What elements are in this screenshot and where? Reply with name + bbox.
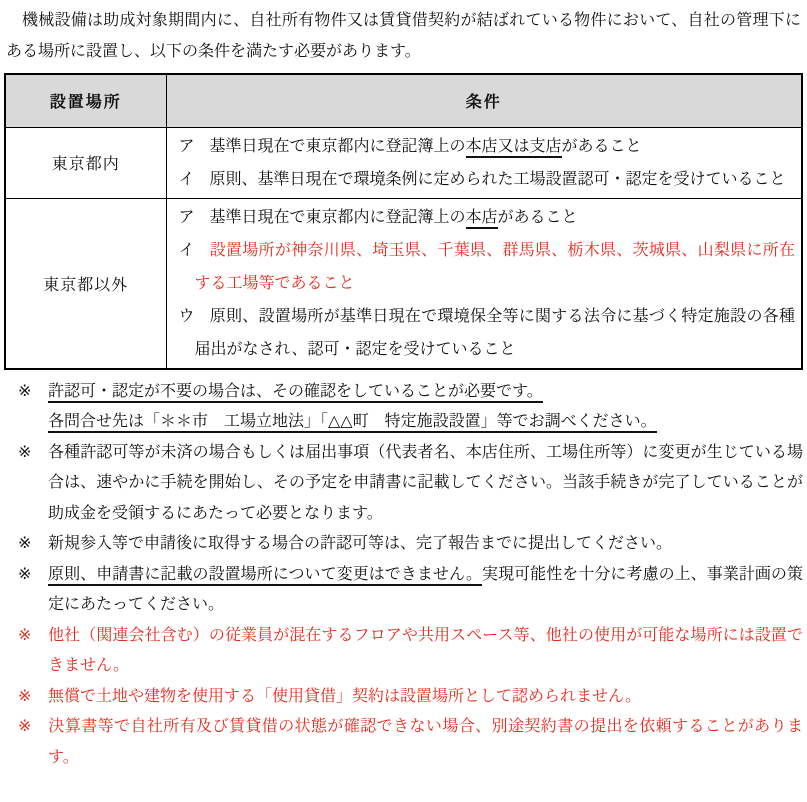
item-label: イ	[178, 170, 195, 188]
table-row	[5, 127, 802, 198]
note-item	[18, 529, 803, 560]
condition-item	[179, 234, 796, 300]
text-segment: 他社（関連会社含む）の従業員が混在するフロアや共用スペース等、他社の使用が可能な場所には設置できません。	[48, 626, 803, 674]
condition-item	[179, 201, 796, 234]
text-segment: 設置場所が神奈川県、埼玉県、千葉県、群馬県、栃木県、茨城県、山梨県に所在する工場等であること	[194, 241, 795, 292]
text-segment: 無償で土地や建物を使用する「使用貸借」契約は設置場所として認められません。	[48, 687, 641, 705]
item-label: ア	[178, 208, 195, 226]
condition-item	[179, 130, 796, 163]
location-cell: 東京都内	[5, 127, 166, 198]
text-segment: があること	[561, 137, 642, 155]
condition-cell	[166, 198, 802, 369]
location-cell: 東京都以外	[5, 198, 166, 369]
text-segment: 基準日現在で東京都内に登記簿上の	[209, 208, 466, 226]
text-segment: 原則、申請書に記載の設置場所について変更はできません。	[48, 566, 482, 586]
header-cell-condition: 条件	[166, 74, 802, 127]
note-item	[18, 438, 803, 530]
note-item	[18, 621, 803, 682]
text-segment: 本店	[466, 209, 498, 229]
text-segment: 実現可能性を十分に考慮の上、事業計画の策定にあたってください。	[48, 565, 803, 613]
note-marker-icon: ※	[18, 443, 32, 461]
note-item	[18, 377, 803, 438]
note-item	[18, 712, 803, 773]
item-label: ア	[178, 137, 195, 155]
note-marker-icon: ※	[18, 687, 32, 705]
item-label: イ	[178, 241, 195, 259]
note-marker-icon: ※	[18, 382, 32, 400]
item-label: ウ	[178, 307, 195, 325]
table-row	[5, 198, 802, 369]
table-header	[5, 74, 802, 127]
condition-item	[179, 300, 796, 366]
note-item	[18, 560, 803, 621]
condition-cell	[166, 127, 802, 198]
note-marker-icon: ※	[18, 565, 32, 583]
table-body	[5, 127, 802, 369]
condition-item	[179, 163, 796, 196]
note-marker-icon: ※	[18, 626, 32, 644]
note-marker-icon: ※	[18, 535, 32, 552]
text-segment: 基準日現在で東京都内に登記簿上の	[209, 137, 466, 155]
text-segment: 原則、設置場所が基準日現在で環境保全等に関する法令に基づく特定施設の各種届出がなされ、認可・認定を受けていること	[194, 307, 795, 358]
note-item	[18, 682, 803, 713]
text-segment: 許認可・認定が不要の場合は、その確認をしていることが必要です。	[48, 383, 543, 403]
header-cell-location: 設置場所	[5, 74, 166, 127]
text-segment: 本店又は支店	[466, 138, 562, 158]
intro-paragraph: 機械設備は助成対象期間内に、自社所有物件又は賃貸借契約が結ばれている物件において、自社の管理下にある場所に設置し、以下の条件を満たす必要があります。	[6, 12, 801, 60]
text-segment: 各問合せ先は「＊＊市 工場立地法」「△△町 特定施設設置」等でお調べください。	[48, 413, 657, 433]
notes-list	[18, 377, 803, 774]
note-marker-icon: ※	[18, 718, 32, 735]
text-segment: 原則、基準日現在で環境条例に定められた工場設置認可・認定を受けていること	[209, 170, 786, 188]
text-segment: 決算書等で自社所有及び賃貸借の状態が確認できない場合、別途契約書の提出を依頼することがあります。	[48, 718, 803, 766]
text-segment: 新規参入等で申請後に取得する場合の許認可等は、完了報告までに提出してください。	[48, 535, 673, 552]
text-segment: があること	[497, 208, 578, 226]
text-segment: 各種許認可等が未済の場合もしくは届出事項（代表者名、本店住所、工場住所等）に変更が生じている場合は、速やかに手続を開始し、その予定を申請書に記載してください。当該手続きが完了していることが助成金を受領するにあたって必要となります。	[48, 443, 803, 522]
conditions-table	[4, 73, 803, 370]
